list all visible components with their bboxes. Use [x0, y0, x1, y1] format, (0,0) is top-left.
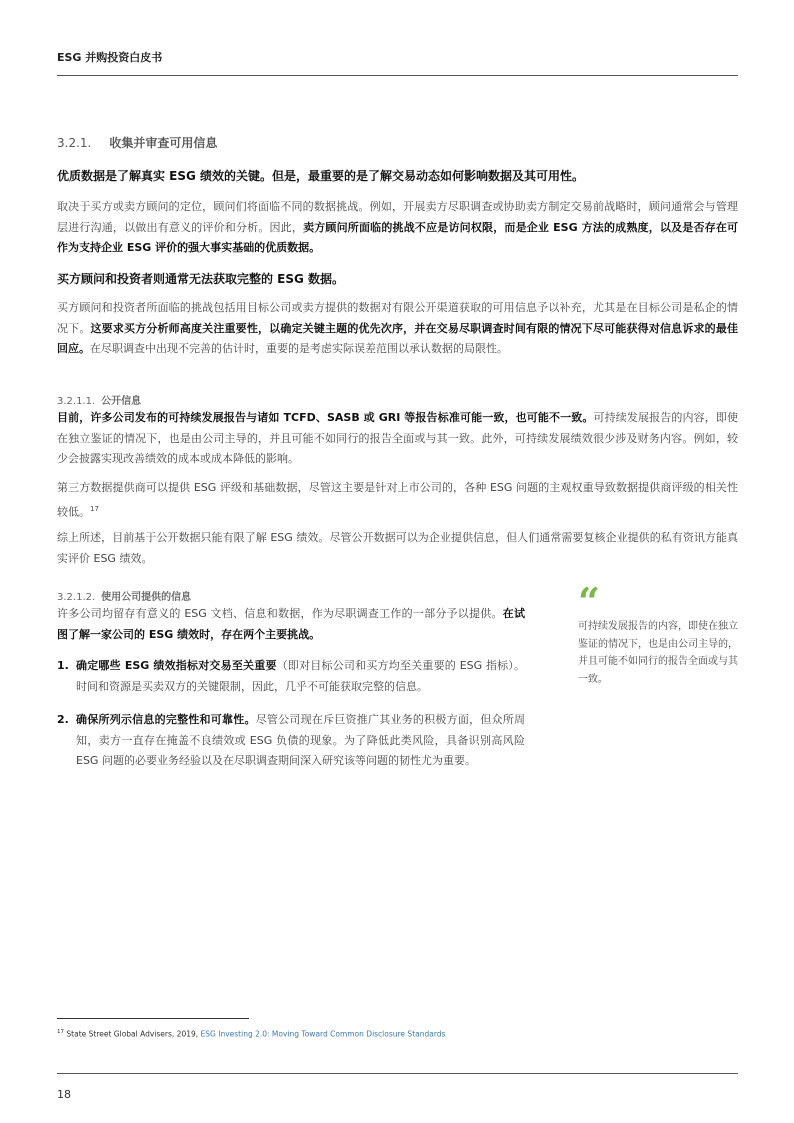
header-divider	[57, 75, 738, 76]
footnote-number: 17	[57, 1029, 64, 1035]
pull-quote: 可持续发展报告的内容，即使在独立鉴证的情况下，也是由公司主导的，并且可能不如同行的报告全面或与其一致。	[578, 621, 738, 685]
footnote-text: State Street Global Advisers, 2019,	[66, 1029, 199, 1039]
list-number: 1.	[57, 659, 69, 672]
paragraph-1	[57, 197, 738, 259]
paragraph-2-text-a: 买方顾问和投资者所面临的挑战包括用目标公司或卖方提供的数据对有限公开渠道获取的可用信息予以补充，尤其是在目标公司是私企的情况下。	[57, 301, 738, 335]
subsection-number: 3.2.1.2.	[57, 592, 96, 603]
lead-statement-2: 买方顾问和投资者则通常无法获取完整的 ESG 数据。	[57, 272, 345, 286]
paragraph-6-text: 许多公司均留存有意义的 ESG 文档、信息和数据，作为尽职调查工作的一部分予以提供。	[57, 607, 503, 620]
list-item-text: 尽管公司现在斥巨资推广其业务的积极方面，但众所周知，卖方一直存在掩盖不良绩效或 ESG 负债的现象。为了降低此类风险，具备识别高风险 ESG 问题的必要业务经验以及在尽职调查期间深入研究该等问题的韧性尤为重要。	[76, 713, 526, 767]
list-item-text: （即对目标公司和买方均至关重要的 ESG 指标）。时间和资源是买卖双方的关键限制，因此，几乎不可能获取完整的信息。	[76, 659, 525, 693]
footer-divider	[57, 1073, 738, 1074]
subsection-heading-company	[57, 588, 191, 603]
header-title: ESG 并购投资白皮书	[57, 51, 163, 64]
paragraph-3-bold: 目前，许多公司发布的可持续发展报告与诸如 TCFD、SASB 或 GRI 等报告标准可能一致，也可能不一致。	[57, 411, 594, 424]
paragraph-3-text: 可持续发展报告的内容，即使在独立鉴证的情况下，也是由公司主导的，并且可能不如同行的报告全面或与其一致。此外，可持续发展绩效很少涉及财务内容。例如，较少会披露实现改善绩效的成本或成本降低的影响。	[57, 411, 738, 465]
paragraph-1-bold: 卖方顾问所面临的挑战不应是访问权限，而是企业 ESG 方法的成熟度，以及是否存在可作为支持企业 ESG 评价的强大事实基础的优质数据。	[57, 220, 739, 254]
list-item-bold: 确定哪些 ESG 绩效指标对交易至关重要	[76, 659, 277, 672]
footnote-link[interactable]: ESG Investing 2.0: Moving Toward Common Disclosure Standards	[200, 1029, 446, 1039]
section-number: 3.2.1.	[57, 136, 92, 150]
subsection-title: 公开信息	[101, 396, 142, 407]
paragraph-4	[57, 478, 738, 523]
section-heading	[57, 134, 217, 151]
paragraph-5: 综上所述，目前基于公开数据只能有限了解 ESG 绩效。尽管公开数据可以为企业提供信息，但人们通常需要复核企业提供的私有资讯方能真实评价 ESG 绩效。	[57, 531, 738, 565]
footnote	[57, 1029, 445, 1039]
paragraph-6	[57, 604, 525, 645]
paragraph-2-text-b: 在尽职调查中出现不完善的估计时，重要的是考虑实际误差范围以承认数据的局限性。	[90, 342, 508, 355]
paragraph-2	[57, 298, 738, 360]
paragraph-6-bold: 在试图了解一家公司的 ESG 绩效时，存在两个主要挑战。	[57, 607, 526, 641]
list-number: 2.	[57, 713, 69, 726]
footnote-ref[interactable]: 17	[90, 504, 99, 513]
paragraph-3	[57, 408, 738, 470]
list-item-bold: 确保所列示信息的完整性和可靠性。	[76, 713, 256, 726]
paragraph-1-text: 取决于买方或卖方顾问的定位，顾问们将面临不同的数据挑战。例如，开展卖方尽职调查或协助卖方制定交易前战略时，顾问通常会与管理层进行沟通，以做出有意义的评价和分析。因此，	[57, 200, 738, 234]
subsection-title: 使用公司提供的信息	[101, 592, 192, 603]
subsection-heading-public	[57, 392, 141, 407]
subsection-number: 3.2.1.1.	[57, 396, 96, 407]
page-number: 18	[57, 1088, 71, 1101]
section-title: 收集并审查可用信息	[109, 136, 218, 150]
paragraph-4-text: 第三方数据提供商可以提供 ESG 评级和基础数据，尽管这主要是针对上市公司的，各种 ESG 问题的主观权重导致数据提供商评级的相关性较低。	[57, 481, 738, 519]
lead-statement-1: 优质数据是了解真实 ESG 绩效的关键。但是，最重要的是了解交易动态如何影响数据及其可用性。	[57, 169, 585, 183]
footnote-divider	[57, 1018, 249, 1019]
quote-mark-icon: “	[578, 579, 600, 624]
list-item	[57, 710, 525, 772]
list-item	[57, 656, 525, 697]
paragraph-2-bold: 这要求买方分析师高度关注重要性，以确定关键主题的优先次序，并在交易尽职调查时间有限的情况下尽可能获得对信息诉求的最佳回应。	[57, 321, 738, 355]
